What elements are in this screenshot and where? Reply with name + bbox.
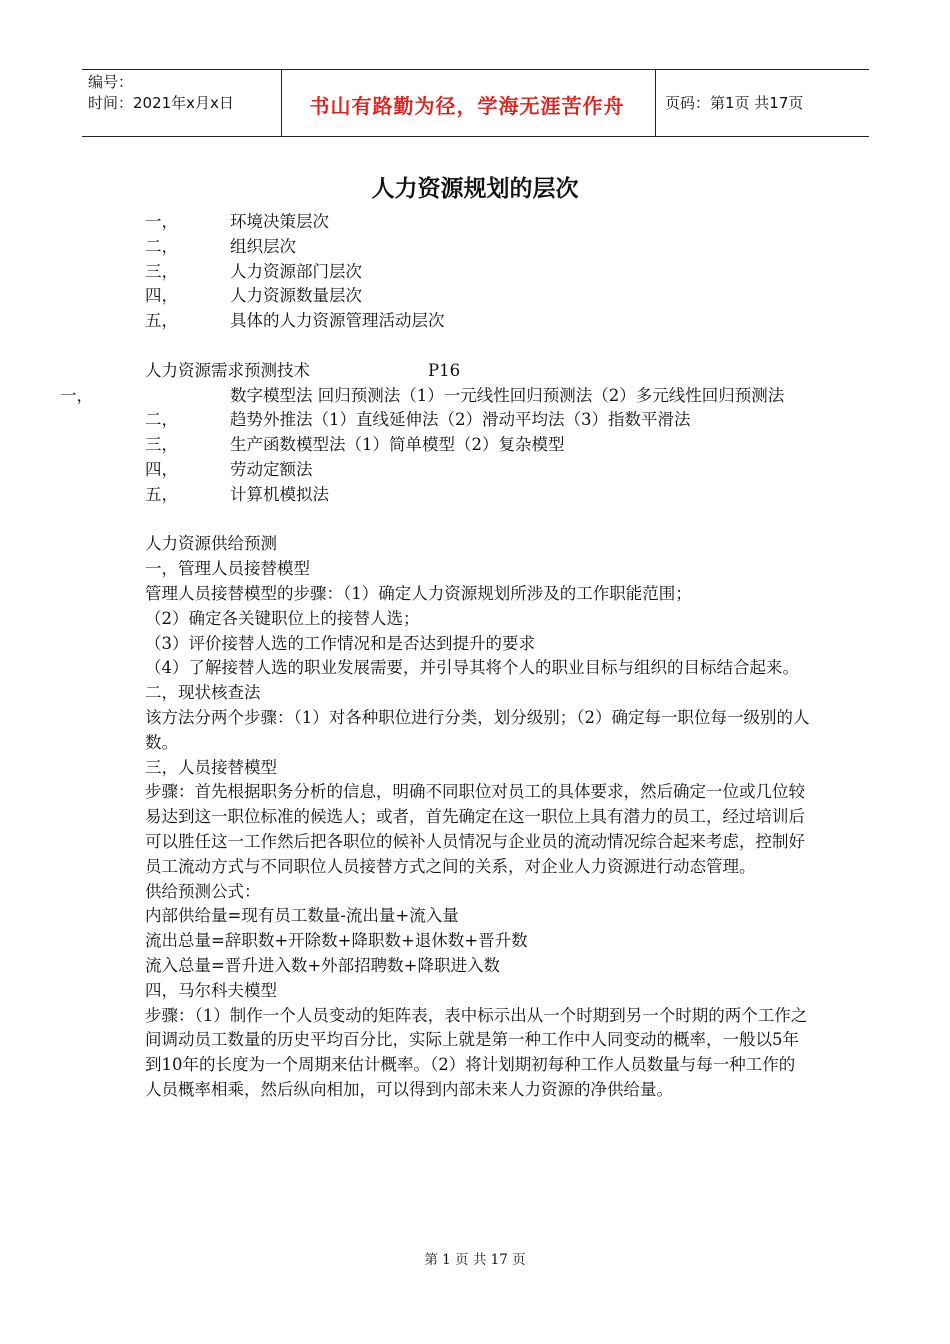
document-body (60, 210, 810, 1103)
formula: 内部供给量=现有员工数量-流出量+流入量 (145, 906, 459, 926)
item-text: 劳动定额法 (230, 459, 313, 479)
list-item (145, 433, 810, 458)
item-text: 计算机模拟法 (230, 484, 329, 504)
list-item (145, 284, 810, 309)
header-meta (88, 72, 278, 114)
item-number: 五， (145, 484, 178, 504)
page-header (82, 69, 869, 137)
item-text: 具体的人力资源管理活动层次 (230, 311, 445, 331)
item-text: 趋势外推法（1）直线延伸法（2）滑动平均法（3）指数平滑法 (230, 410, 691, 430)
item-number: 一， (145, 212, 178, 231)
list-item (145, 458, 810, 483)
formula: 流入总量=晋升进入数+外部招聘数+降职进入数 (145, 955, 500, 975)
page-reference: P16 (428, 360, 461, 380)
paragraph: （4）了解接替人选的职业发展需要，并引导其将个人的职业目标与组织的目标结合起来。 (145, 658, 799, 678)
date-label: 时间：2021年x月x日 (88, 94, 234, 112)
item-text: 组织层次 (230, 236, 296, 256)
header-motto: 书山有路勤为径，学海无涯苦作舟 (309, 94, 625, 118)
list-item (145, 210, 810, 235)
list-item (145, 309, 810, 334)
header-page-info: 页码：第1页 共17页 (665, 94, 804, 112)
list-item (60, 384, 810, 409)
paragraph: 管理人员接替模型的步骤：（1）确定人力资源规划所涉及的工作职能范围； (145, 583, 692, 603)
list-item (145, 260, 810, 285)
item-number: 三， (145, 261, 178, 281)
item-number: 二， (145, 236, 178, 256)
item-number: 四， (145, 286, 178, 306)
item-number: 二， (145, 410, 178, 430)
item-number: 一， (60, 385, 93, 405)
paragraph: （3）评价接替人选的工作情况和是否达到提升的要求 (145, 633, 535, 653)
levels-list (145, 210, 810, 334)
list-item (145, 408, 810, 433)
item-text: 人力资源数量层次 (230, 286, 362, 306)
document-title: 人力资源规划的层次 (371, 176, 579, 202)
formula: 流出总量=辞职数+开除数+降职数+退休数+晋升数 (145, 931, 528, 951)
item-number: 五， (145, 311, 178, 331)
section-title: 一，管理人员接替模型 (145, 559, 310, 579)
item-text: 人力资源部门层次 (230, 261, 362, 281)
demand-heading: 人力资源需求预测技术 P16 (145, 360, 461, 380)
item-text: 数字模型法 回归预测法（1）一元线性回归预测法（2）多元线性回归预测法 (230, 385, 785, 405)
number-label: 编号： (88, 73, 134, 91)
item-number: 三， (145, 435, 178, 455)
item-text: 环境决策层次 (230, 212, 329, 231)
list-item (145, 483, 810, 508)
supply-heading: 人力资源供给预测 (145, 534, 277, 554)
item-number: 四， (145, 459, 178, 479)
paragraph: 步骤：首先根据职务分析的信息，明确不同职位对员工的具体要求，然后确定一位或几位较易达到这一职位标准的候选人；或者，首先确定在这一职位上具有潜力的员工，经过培训后可以胜任这一工作然后把各职位的候补人员情况与企业员的流动情况综合起来考虑，控制好员工流动方式与不同职位人员接替方式之间的关系，对企业人力资源进行动态管理。 (145, 782, 805, 876)
section-title: 三，人员接替模型 (145, 757, 277, 777)
page-footer: 第 1 页 共 17 页 (424, 1252, 526, 1268)
list-item (145, 235, 810, 260)
item-text: 生产函数模型法（1）简单模型（2）复杂模型 (230, 435, 565, 455)
header-divider (655, 70, 656, 136)
section-title: 二，现状核查法 (145, 683, 261, 703)
paragraph: 步骤：（1）制作一个人员变动的矩阵表，表中标示出从一个时期到另一个时期的两个工作之间调动员工数量的历史平均百分比，实际上就是第一种工作中人同变动的概率，一般以5年到10年的长度为一个周期来估计概率。（2）将计划期初每种工作人员数量与每一种工作的人员概率相乘，然后纵向相加，可以得到内部未来人力资源的净供给量。 (145, 1005, 808, 1099)
paragraph: （2）确定各关键职位上的接替人选； (145, 608, 420, 628)
formula-title: 供给预测公式： (145, 881, 261, 901)
paragraph: 该方法分两个步骤：（1）对各种职位进行分类，划分级别；（2）确定每一职位每一级别的人数。 (145, 707, 810, 752)
section-title: 四，马尔科夫模型 (145, 980, 277, 1000)
